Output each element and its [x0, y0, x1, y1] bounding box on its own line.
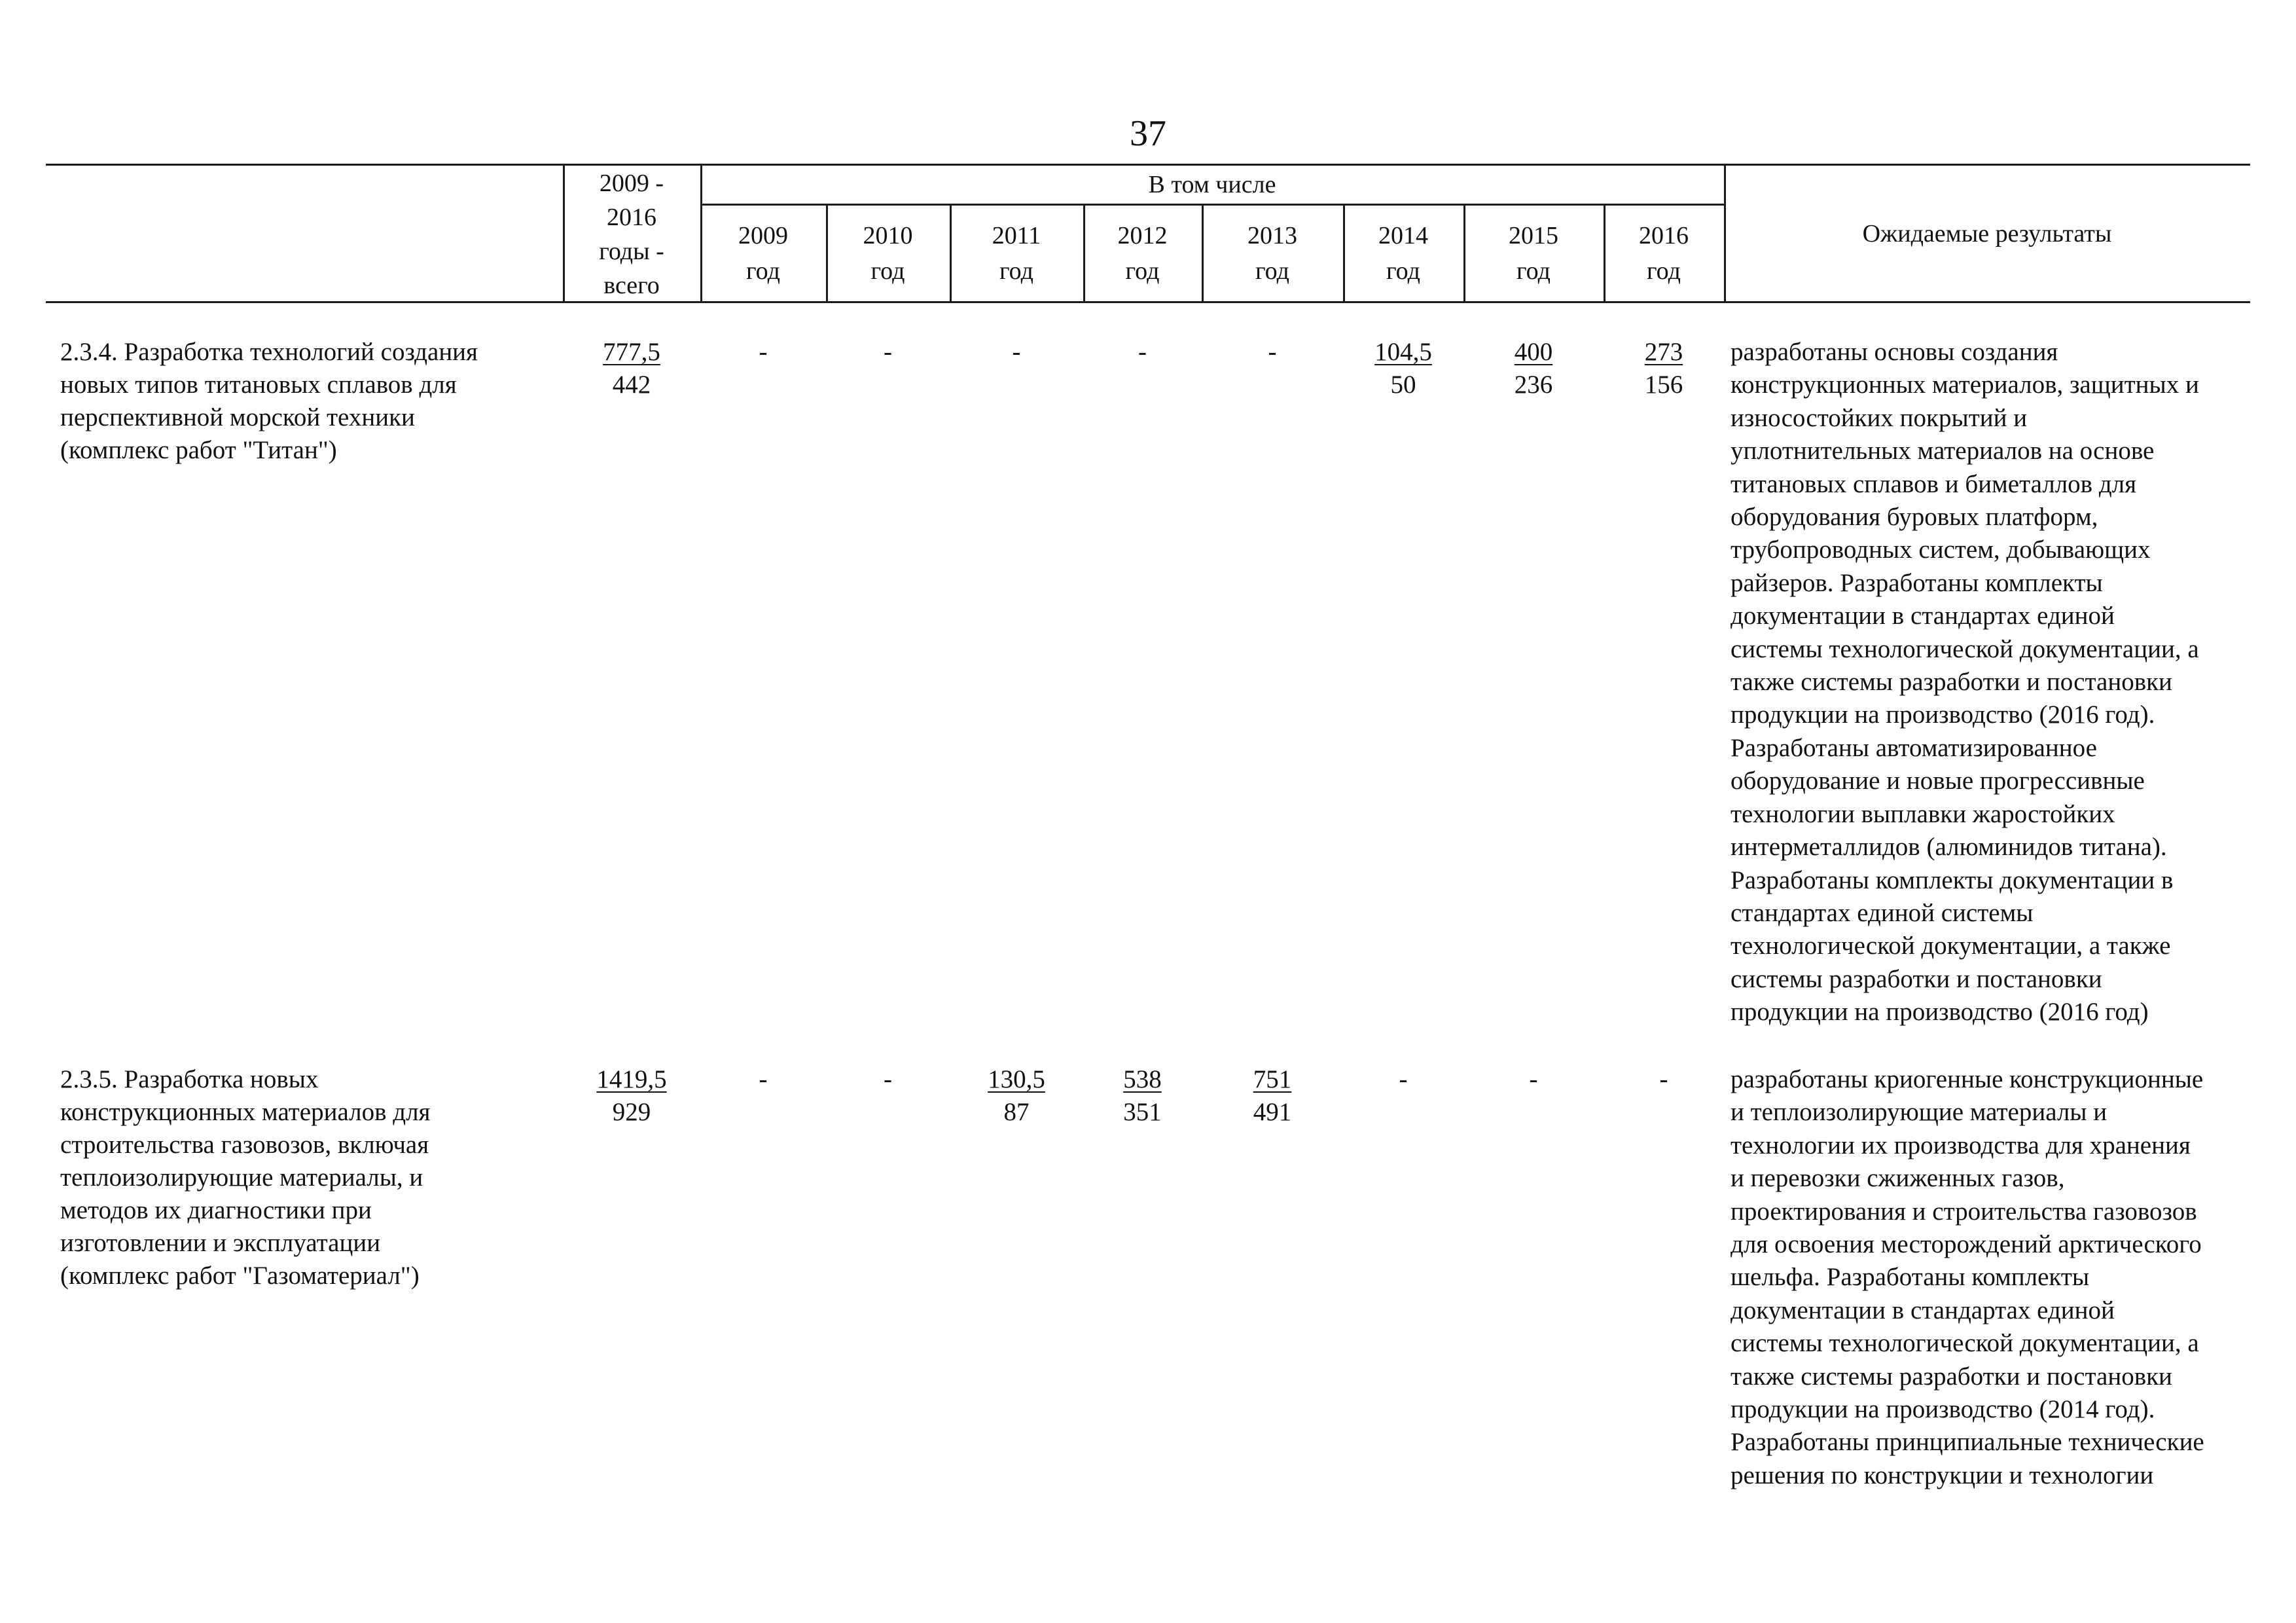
header-year-2012: 2012 год	[1117, 222, 1168, 285]
year-2013-value: -	[1268, 338, 1277, 366]
year-2015-value: 400 236	[1514, 338, 1553, 399]
year-2016-value: -	[1659, 1065, 1668, 1093]
header-total-line: 2016	[607, 204, 656, 231]
header-top-rule	[46, 164, 2250, 166]
row-total: 777,5 442	[603, 338, 660, 399]
header-year-2016: 2016 год	[1639, 222, 1689, 285]
year-2009-value: -	[759, 338, 768, 366]
year-2010-value: -	[884, 338, 892, 366]
page-number: 37	[1130, 113, 1166, 154]
header-total-column	[563, 166, 700, 302]
year-2010-value: -	[884, 1065, 892, 1093]
year-2014-value: 104,5 50	[1374, 338, 1432, 399]
row-expected-results: разработаны криогенные конструкционные и теплоизолирующие материалы и технологии их производства для хранения и перевозки сжиженных газов, проектирования и строительства газовозов для освоения месторождений арктического шельфа. Разработаны комплекты документации в стандартах единой системы технологической документации, а также системы разработки и постановки продукции на производство (2014 год). Разработаны принципиальные технические решения по конструкции и технологии	[1731, 1065, 2204, 1489]
row-name: 2.3.4. Разработка технологий создания новых типов титановых сплавов для перспективной морской техники (комплекс работ "Титан")	[60, 338, 478, 464]
header-year-2011: 2011 год	[992, 222, 1041, 285]
header-expected-results: Ожидаемые результаты	[1862, 220, 2112, 247]
header-year-2014: 2014 год	[1378, 222, 1428, 285]
year-2012-value: 538 351	[1123, 1065, 1162, 1126]
year-2015-value: -	[1529, 1065, 1538, 1093]
year-2016-value: 273 156	[1644, 338, 1683, 399]
header-year-2013: 2013 год	[1247, 222, 1297, 285]
year-2011-value: -	[1012, 338, 1021, 366]
row-name: 2.3.5. Разработка новых конструкционных материалов для строительства газовозов, включая теплоизолирующие материалы, и методов их диагностики при изготовлении и эксплуатации (комплекс работ "Газоматериал")	[60, 1065, 431, 1290]
header-year-2010: 2010 год	[863, 222, 913, 285]
year-2011-value: 130,5 87	[988, 1065, 1045, 1126]
year-2014-value: -	[1399, 1065, 1408, 1093]
year-2013-value: 751 491	[1253, 1065, 1292, 1126]
year-2009-value: -	[759, 1065, 768, 1093]
header-total-line: 2009 -	[599, 170, 664, 197]
row-expected-results: разработаны основы создания конструкционных материалов, защитных и износостойких покрытий и уплотнительных материалов на основе титановых сплавов и биметаллов для оборудования буровых платформ, трубопроводных систем, добывающих райзеров. Разработаны комплекты документации в стандартах единой системы технологической документации, а также системы разработки и постановки продукции на производство (2016 год). Разработаны автоматизированное оборудование и новые прогрессивные технологии выплавки жаростойких интерметаллидов (алюминидов титана). Разработаны комплекты документации в стандартах единой системы технологической документации, а также системы разработки и постановки продукции на производство (2016 год)	[1731, 338, 2199, 1027]
header-including: В том числе	[1148, 171, 1276, 198]
header-year-2015: 2015 год	[1509, 222, 1558, 285]
year-2012-value: -	[1138, 338, 1147, 366]
row-total: 1419,5 929	[596, 1065, 667, 1126]
header-year-2009: 2009 год	[738, 222, 788, 285]
header-total-line: всего	[603, 272, 660, 299]
including-underline	[700, 204, 1724, 206]
header-bottom-rule	[46, 301, 2250, 303]
header-total-line: годы -	[599, 238, 664, 265]
